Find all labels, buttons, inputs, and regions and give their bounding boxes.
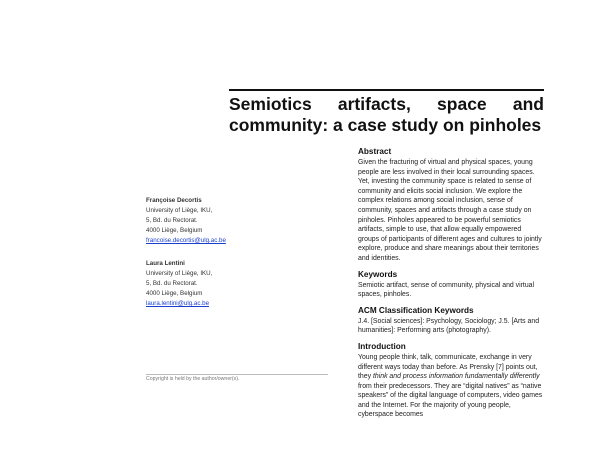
author-name: Françoise Decortis [146,197,202,204]
keywords-section [358,270,544,300]
abstract-section [358,147,544,264]
abstract-heading: Abstract [358,147,392,156]
paper-title [229,94,544,136]
keywords-text: Semiotic artifact, sense of community, physical and virtual spaces, pinholes. [358,281,535,299]
intro-text-before: Young people think, talk, communicate, exchange in very different ways today than before. As Prensky [7] points out, they [358,353,538,381]
copyright-rule [146,374,328,375]
title-line-1: Semiotics artifacts, space and [229,94,544,114]
right-column [358,147,544,426]
author-affiliation: University of Liège, IKU, [146,207,213,214]
author-email-link[interactable]: laura.lentini@ulg.ac.be [146,300,210,307]
title-rule [229,89,544,91]
introduction-heading: Introduction [358,341,406,351]
author-block-1 [146,196,346,246]
abstract-text: Given the fracturing of virtual and physical spaces, young people are less involved in their local surrounding spaces. Yet, investing the community space is related to sense of community and elicits social inclusion. We explore the complex relations among social inclusion, sense of community, spaces and artifacts through a case study on pinholes. Pinholes appeared to be powerful semiotics artifacts, simple to use, that allow equally empowered groups of participants of different ages and cultures to jointly explore, produce and share meanings about their territories and identities. [358,159,542,262]
author-city: 4000 Liège, Belgium [146,290,203,297]
author-affiliation: University of Liège, IKU, [146,270,213,277]
acm-heading: ACM Classification Keywords [358,305,474,315]
acm-section [358,306,544,336]
author-block-2 [146,259,346,309]
title-line-2: community: a case study on pinholes [229,115,542,135]
introduction-text [358,353,544,420]
author-city: 4000 Liège, Belgium [146,227,203,234]
keywords-heading: Keywords [358,269,398,279]
acm-text: J.4. [Social sciences]: Psychology, Sociology; J.5. [Arts and humanities]: Performing arts (photography). [358,317,540,335]
author-address: 5, Bd. du Rectorat. [146,217,198,224]
intro-text-after: from their predecessors. They are “digital natives” as “native speakers” of the digital language of computers, video games and the Internet. For the majority of young people, cyberspace becomes [358,382,543,419]
author-email-link[interactable]: francoise.decortis@ulg.ac.be [146,237,226,244]
copyright-notice: Copyright is held by the author/owner(s). [146,376,240,382]
introduction-section [358,342,544,420]
intro-emphasis: think and process information fundamentally differently [372,373,540,381]
author-address: 5, Bd. du Rectorat. [146,280,198,287]
author-name: Laura Lentini [146,260,185,267]
